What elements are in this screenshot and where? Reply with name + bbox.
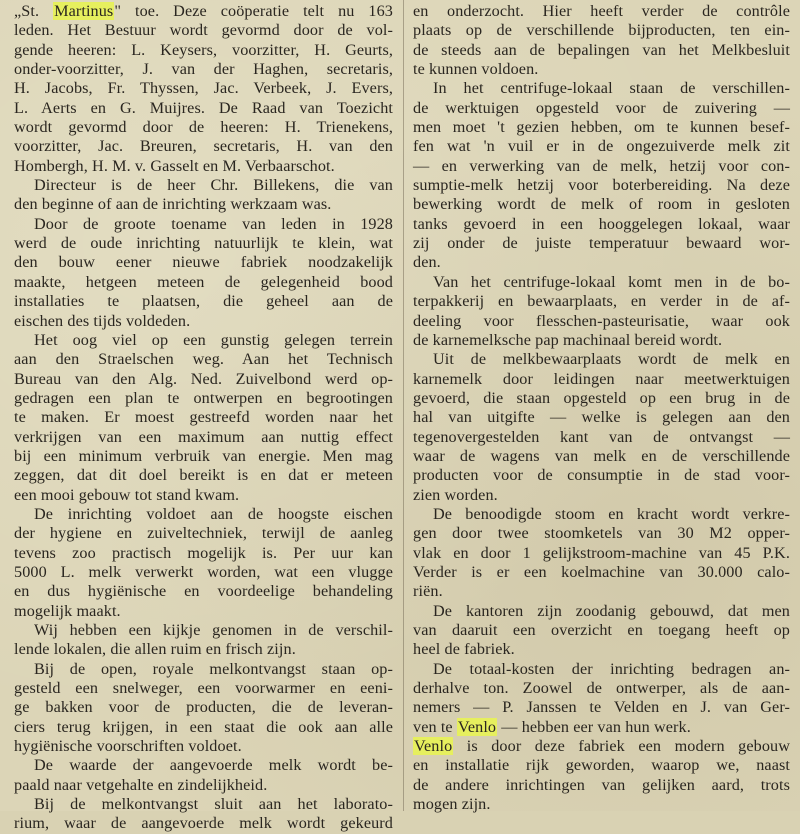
text-segment: leden. Het Bestuur wordt gevormd door de vol-	[14, 21, 393, 40]
text-line	[14, 505, 393, 524]
text-line	[14, 602, 393, 621]
text-line	[14, 447, 393, 466]
text-line	[413, 331, 790, 350]
text-segment: Directeur is de heer Chr. Billekens, die van	[34, 176, 393, 195]
text-line	[14, 737, 393, 756]
text-segment: mogelijk maakt.	[14, 601, 121, 620]
text-line	[413, 505, 790, 524]
text-line	[413, 292, 790, 311]
right-column	[413, 2, 790, 814]
text-segment: Hombergh, H. M. v. Gasselt en M. Verbaarschot.	[14, 156, 335, 175]
highlighted-term: Venlo	[457, 717, 497, 736]
highlighted-term: Venlo	[414, 737, 453, 756]
text-line	[413, 640, 790, 659]
text-segment: maakte, hetgeen meteen de gelegenheid bood	[14, 272, 393, 291]
highlighted-term: Martinus	[54, 2, 114, 20]
text-segment: Bij de melkontvangst sluit aan het laborato-	[34, 795, 393, 814]
text-segment: en dus hygiënische en voordeelige behandeling	[14, 582, 393, 601]
text-line	[14, 2, 393, 21]
text-segment: nemers — P. Janssen te Velden en J. van Ger-	[413, 698, 790, 717]
text-line	[14, 79, 393, 98]
text-segment: te kunnen voldoen.	[413, 60, 539, 79]
text-segment: installaties te plaatsen, die geheel aan de	[14, 292, 393, 311]
text-segment: der hygiene en zuiveltechniek, terwijl de aanleg	[14, 524, 393, 543]
text-segment: hygiënische voorschriften voldoet.	[14, 737, 242, 756]
text-line	[413, 79, 790, 98]
text-line	[14, 350, 393, 369]
text-segment: Wij hebben een kijkje genomen in de verschil-	[34, 621, 393, 639]
column-divider	[403, 0, 404, 811]
text-segment: In het centrifuge-lokaal staan de verschillen-	[433, 79, 790, 98]
text-line	[413, 582, 790, 601]
text-segment: sumptie-melk hetzij voor boterbereiding. Na deze	[413, 176, 790, 195]
text-segment: mogen zijn.	[413, 795, 491, 814]
text-line	[413, 99, 790, 118]
text-line	[14, 795, 393, 814]
text-line	[413, 118, 790, 137]
text-line	[413, 698, 790, 717]
text-segment: tevens zoo practisch mogelijk is. Per uur kan	[14, 543, 393, 562]
text-segment: de steeds aan de bepalingen van het Melkbesluit	[413, 40, 790, 59]
text-line	[14, 137, 393, 156]
text-line	[14, 389, 393, 408]
text-segment: Van het centrifuge-lokaal komt men in de bo-	[433, 272, 790, 291]
text-line	[413, 350, 790, 369]
text-segment: men moet 't gezien hebben, om te kunnen besef-	[413, 118, 790, 137]
text-segment: Bureau van den Alg. Ned. Zuivelbond werd op-	[14, 369, 393, 388]
text-line	[413, 195, 790, 214]
text-line	[413, 660, 790, 679]
text-segment: tegenovergestelden kant van de ontvangst —	[413, 427, 790, 446]
text-segment: aan den Straelschen weg. Aan het Technisch	[14, 350, 393, 369]
text-line	[413, 389, 790, 408]
text-segment: heel de fabriek.	[413, 640, 515, 659]
text-segment: werd de oude inrichting natuurlijk te klein, wat	[14, 234, 393, 253]
text-segment: riën.	[413, 582, 443, 601]
text-segment: De benoodigde stoom en kracht wordt verkre-	[433, 504, 790, 523]
text-line	[14, 312, 393, 331]
text-line	[413, 312, 790, 331]
text-segment: gende heeren: L. Keysers, voorzitter, H. Geurts,	[14, 40, 393, 59]
text-segment: Het oog viel op een gunstig gelegen terrein	[34, 330, 393, 349]
text-segment: De totaal-kosten der inrichting bedragen an-	[433, 659, 790, 678]
text-segment: hal van uitgifte — welke is gelegen aan den	[413, 408, 790, 427]
text-segment: — en verwerking van de melk, hetzij voor con-	[413, 156, 790, 175]
text-line	[14, 563, 393, 582]
text-segment: de werktuigen opgesteld voor de zuivering —	[413, 98, 790, 117]
text-line	[14, 60, 393, 79]
text-segment: De waarde der aangevoerde melk wordt be-	[34, 756, 393, 775]
text-segment: L. Aerts en G. Muijres. De Raad van Toezicht	[14, 98, 393, 117]
text-line	[14, 99, 393, 118]
text-line	[413, 602, 790, 621]
text-line	[14, 718, 393, 737]
text-segment: — hebben eer van hun werk.	[497, 717, 691, 736]
text-line	[413, 563, 790, 582]
text-segment: plaats op de verschillende bijproducten, ten ein-	[413, 21, 790, 40]
text-line	[14, 756, 393, 775]
text-line	[14, 660, 393, 679]
text-line	[413, 157, 790, 176]
text-line	[14, 253, 393, 272]
text-segment: zien worden.	[413, 485, 498, 504]
text-segment: rium, waar de aangevoerde melk wordt gekeurd	[14, 814, 393, 833]
text-line	[14, 41, 393, 60]
text-segment: gedragen een plan te ontwerpen en begrootingen	[14, 388, 393, 407]
text-segment: bij een minimum verbruik van energie. Men mag	[14, 446, 393, 465]
text-line	[413, 21, 790, 40]
text-segment: bewerking wordt de melk of room in gesloten	[413, 195, 790, 214]
text-segment: en installatie rijk geworden, waarop we, naast	[413, 756, 790, 775]
text-line	[413, 756, 790, 775]
text-line	[14, 544, 393, 563]
text-line	[14, 428, 393, 447]
text-line	[413, 428, 790, 447]
text-segment: en onderzocht. Hier heeft verder de contrôle	[413, 2, 790, 20]
text-segment: zeggen, dat dit doel bereikt is en dat er meteen	[14, 466, 393, 485]
text-segment: is door deze fabriek een modern gebouw	[453, 737, 790, 756]
text-line	[14, 273, 393, 292]
text-segment: deeling voor flesschen-pasteurisatie, waar ook	[413, 311, 790, 330]
text-line	[14, 582, 393, 601]
text-line	[413, 273, 790, 292]
text-line	[413, 524, 790, 543]
text-line	[413, 737, 790, 756]
text-segment: tanks gevoerd in een hooggelegen lokaal, waar	[413, 214, 790, 233]
text-segment: gen door twee stoomketels van 30 M2 opper-	[413, 524, 790, 543]
text-line	[14, 408, 393, 427]
text-line	[14, 698, 393, 717]
text-segment: 5000 L. melk verwerkt worden, wat een vlugge	[14, 562, 393, 581]
text-line	[14, 640, 393, 659]
text-line	[14, 524, 393, 543]
text-line	[14, 195, 393, 214]
text-segment: H. Jacobs, Fr. Thyssen, Jac. Verbeek, J. Evers,	[14, 79, 393, 98]
text-line	[14, 621, 393, 640]
text-line	[413, 370, 790, 389]
text-line	[413, 679, 790, 698]
text-segment: den.	[413, 253, 441, 272]
text-line	[14, 679, 393, 698]
text-segment: te maken. Er moest gestreefd worden naar het	[14, 408, 393, 427]
text-line	[413, 60, 790, 79]
text-segment: vlak en door 1 gelijkstroom-machine van 45 P.K.	[413, 543, 790, 562]
text-line	[413, 176, 790, 195]
text-line	[413, 621, 790, 640]
text-segment: karnemelk door leidingen naar meetwerktuigen	[413, 369, 790, 388]
text-segment: " toe. Deze coöperatie telt nu 163	[114, 2, 393, 20]
text-segment: fen wat 'n vuil er in de ongezuiverde melk zit	[413, 137, 790, 156]
left-column	[14, 2, 393, 834]
text-segment: gesteld een snelweger, een voorwarmer en eeni-	[14, 679, 393, 698]
text-segment: verkrijgen van een maximum aan nuttig effect	[14, 427, 393, 446]
text-line	[14, 776, 393, 795]
text-line	[413, 776, 790, 795]
text-line	[14, 486, 393, 505]
text-line	[14, 21, 393, 40]
text-line	[14, 157, 393, 176]
text-segment: Uit de melkbewaarplaats wordt de melk en	[433, 350, 790, 369]
text-line	[14, 331, 393, 350]
text-segment: ge bakken voor de producten, die de leveran-	[14, 698, 393, 717]
text-line	[413, 2, 790, 21]
text-line	[413, 466, 790, 485]
text-line	[14, 814, 393, 833]
text-segment: ciers terug krijgen, in een staat die ook aan alle	[14, 717, 393, 736]
text-line	[14, 466, 393, 485]
text-line	[14, 234, 393, 253]
text-line	[413, 408, 790, 427]
text-segment: De inrichting voldoet aan de hoogste eischen	[34, 504, 393, 523]
text-line	[413, 447, 790, 466]
text-segment: wordt gevormd door de heeren: H. Trienekens,	[14, 118, 393, 137]
text-segment: onder-voorzitter, J. van der Haghen, secretaris,	[14, 60, 393, 79]
text-segment: den beginne of aan de inrichting werkzaam was.	[14, 195, 332, 214]
text-segment: De kantoren zijn zoodanig gebouwd, dat men	[433, 601, 790, 620]
text-segment: Verder is er een koelmachine van 30.000 calo-	[413, 562, 790, 581]
text-line	[413, 215, 790, 234]
text-line	[14, 370, 393, 389]
text-segment: ven te	[413, 717, 457, 736]
text-segment: den bouw eener nieuwe fabriek noodzakelijk	[14, 253, 393, 272]
text-line	[413, 137, 790, 156]
text-segment: terpakkerij en bewaarplaats, en verder in de af-	[413, 292, 790, 311]
text-segment: zij onder de juiste temperatuur bewaard wor-	[413, 234, 790, 253]
text-segment: de karnemelksche pap machinaal bereid wordt.	[413, 330, 723, 349]
text-line	[413, 486, 790, 505]
text-line	[14, 118, 393, 137]
text-line	[14, 176, 393, 195]
text-segment: de andere inrichtingen van gelijken aard, trots	[413, 775, 790, 794]
text-line	[413, 234, 790, 253]
text-segment: paald naar vetgehalte en zindelijkheid.	[14, 775, 268, 794]
text-segment: waar de wagens van melk en de verschillende	[413, 446, 790, 465]
text-line	[413, 718, 790, 737]
text-line	[14, 292, 393, 311]
text-segment: voorzitter, Jac. Breuren, secretaris, H. van den	[14, 137, 393, 156]
text-segment: „St.	[14, 2, 54, 20]
text-line	[413, 253, 790, 272]
text-segment: derhalve ton. Zoowel de ontwerper, als de aan-	[413, 679, 790, 698]
text-segment: eischen des tijds voldeden.	[14, 311, 191, 330]
text-line	[413, 41, 790, 60]
text-segment: Door de groote toename van leden in 1928	[34, 214, 393, 233]
text-segment: gevoerd, die staan opgesteld op een brug in de	[413, 388, 790, 407]
text-segment: producten voor de consumptie in de stad voor-	[413, 466, 790, 485]
text-line	[413, 544, 790, 563]
text-line	[14, 215, 393, 234]
text-segment: Bij de open, royale melkontvangst staan op-	[34, 659, 393, 678]
text-segment: van daaruit een overzicht en toegang heeft op	[413, 621, 790, 639]
text-segment: lende lokalen, die allen ruim en frisch zijn.	[14, 640, 296, 659]
text-line	[413, 795, 790, 814]
text-segment: een mooi gebouw tot stand kwam.	[14, 485, 240, 504]
